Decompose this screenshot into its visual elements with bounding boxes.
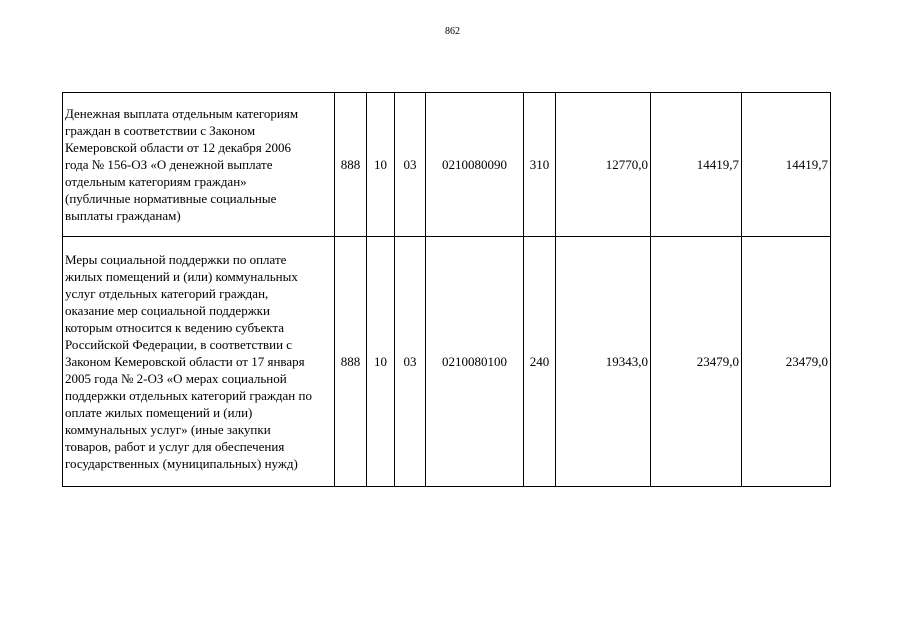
table-row	[63, 93, 831, 237]
table-row	[63, 237, 831, 487]
row-description: Денежная выплата отдельным категориям граждан в соответствии с Законом Кемеровской области от 12 декабря 2006 года № 156-ОЗ «О денежной выплате отдельным категориям граждан» (публичные нормативные социальные выплаты гражданам)	[63, 93, 335, 237]
target-article-code: 0210080090	[426, 93, 524, 237]
section-code: 10	[367, 93, 395, 237]
ministry-code: 888	[335, 237, 367, 487]
section-code: 10	[367, 237, 395, 487]
subsection-code: 03	[395, 93, 426, 237]
page-number: 862	[445, 26, 460, 37]
row-description: Меры социальной поддержки по оплате жилых помещений и (или) коммунальных услуг отдельных категорий граждан, оказание мер социальной поддержки которым относится к ведению субъекта Российской Федерации, в соответствии с Законом Кемеровской области от 17 января 2005 года № 2-ОЗ «О мерах социальной поддержки отдельных категорий граждан по оплате жилых помещений и (или) коммунальных услуг» (иные закупки товаров, работ и услуг для обеспечения государственных (муниципальных) нужд)	[63, 237, 335, 487]
amount-year-3: 23479,0	[742, 237, 831, 487]
expense-type-code: 240	[524, 237, 556, 487]
target-article-code: 0210080100	[426, 237, 524, 487]
amount-year-1: 19343,0	[556, 237, 651, 487]
expense-type-code: 310	[524, 93, 556, 237]
amount-year-2: 23479,0	[651, 237, 742, 487]
budget-table	[62, 92, 831, 487]
ministry-code: 888	[335, 93, 367, 237]
amount-year-2: 14419,7	[651, 93, 742, 237]
amount-year-3: 14419,7	[742, 93, 831, 237]
subsection-code: 03	[395, 237, 426, 487]
amount-year-1: 12770,0	[556, 93, 651, 237]
